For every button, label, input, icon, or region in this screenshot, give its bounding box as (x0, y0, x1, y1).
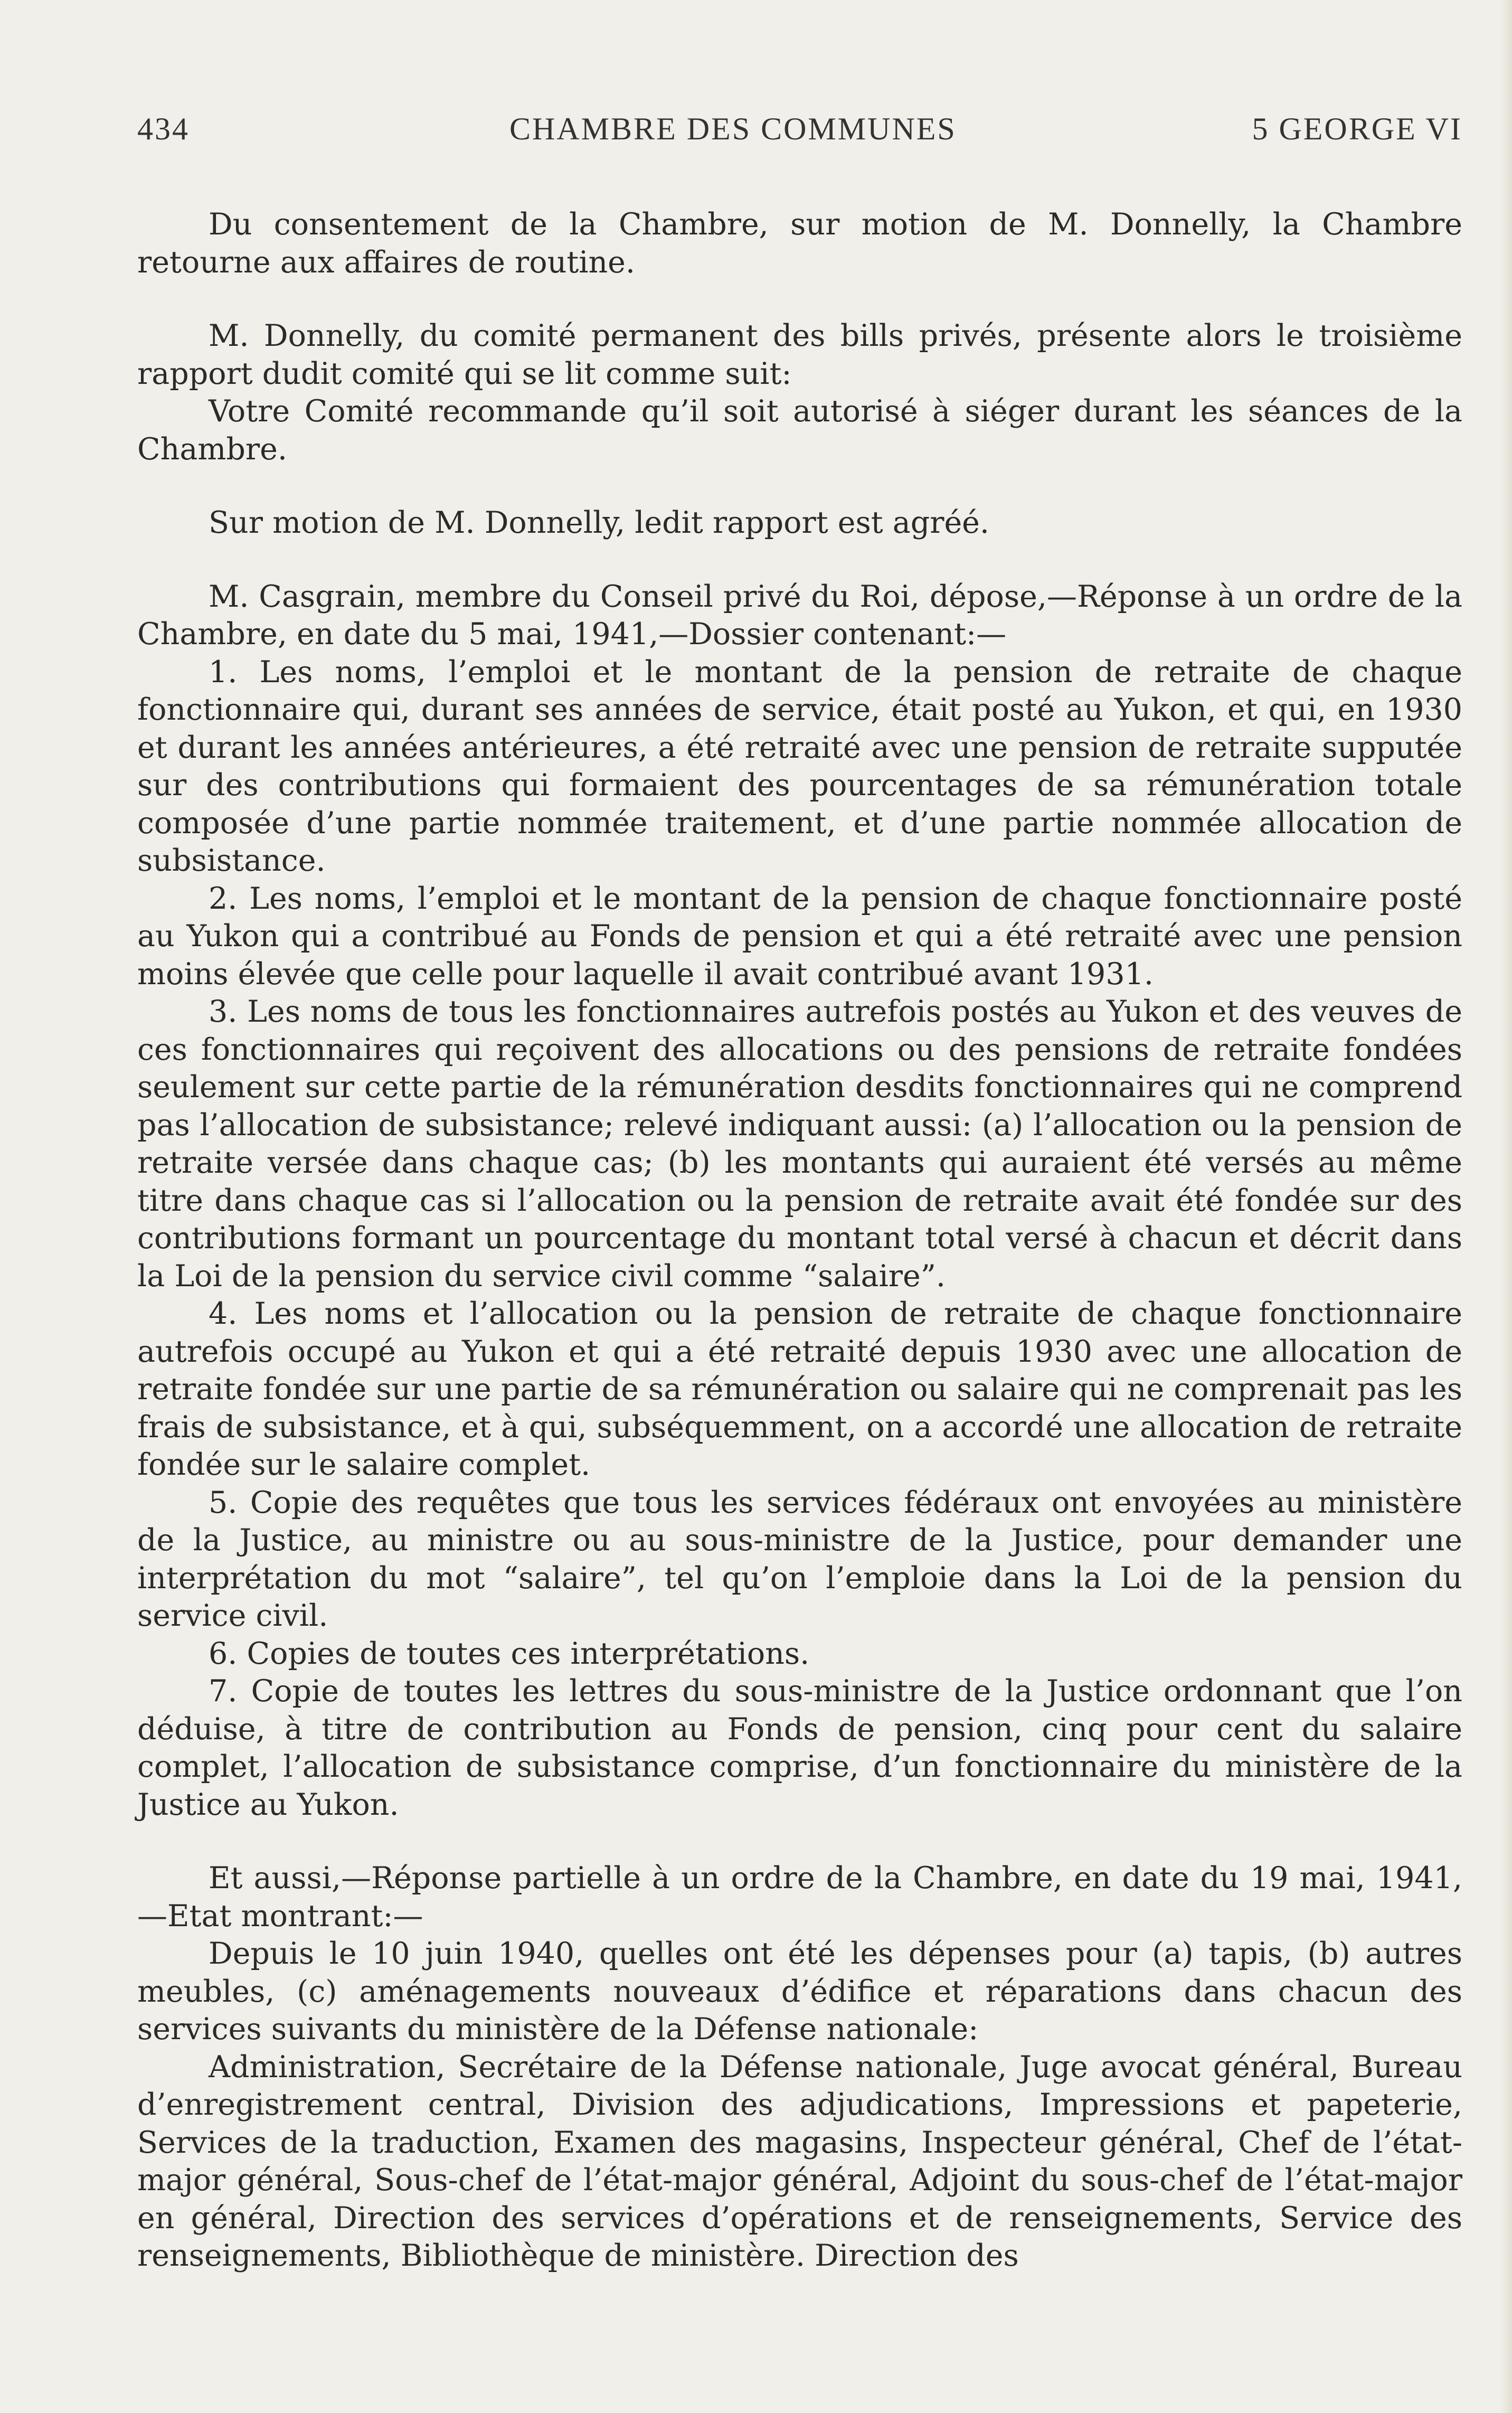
running-header (137, 111, 1462, 153)
paragraph-partial-return: Et aussi,—Réponse partielle à un ordre de la Chambre, en date du 19 mai, 1941,—Etat montrant:— (137, 1861, 1462, 1934)
list-item-3: 3. Les noms de tous les fonctionnaires autrefois postés au Yukon et des veuves de ces fonctionnaires qui reçoivent des allocations ou des pensions de retraite fondées seulement sur cette partie de la rémunération desdits fonctionnaires qui ne comprend pas l’allocation de subsistance; relevé indiquant aussi: (a) l’allocation ou la pension de retraite versée dans chaque cas; (b) les montants qui auraient été versés au même titre dans chaque cas si l’allocation ou la pension de retraite avait été fondée sur des contributions formant un pourcentage du montant total versé à chacun et décrit dans la Loi de la pension du service civil comme “salaire”. (137, 994, 1462, 1294)
list-item-6: 6. Copies de toutes ces interprétations. (209, 1636, 810, 1671)
list-item-4: 4. Les noms et l’allocation ou la pension de retraite de chaque fonctionnaire autrefois occupé au Yukon et qui a été retraité depuis 1930 avec une allocation de retraite fondée sur une partie de sa rémunération ou salaire qui ne comprenait pas les frais de subsistance, et à qui, subséquemment, on a accordé une allocation de retraite fondée sur le salaire complet. (137, 1296, 1462, 1482)
paragraph-report-agreed: Sur motion de M. Donnelly, ledit rapport est agréé. (209, 505, 990, 540)
list-item-1: 1. Les noms, l’emploi et le montant de la pension de retraite de chaque fonctionnaire qui, durant ses années de service, était posté au Yukon, et qui, en 1930 et durant les années antérieures, a été retraité avec une pension de retraite supputée sur des contributions qui formaient des pourcentages de sa rémunération totale composée d’une partie nommée traitement, et d’une partie nommée allocation de subsistance. (137, 654, 1462, 878)
paragraph-return-filed: M. Casgrain, membre du Conseil privé du Roi, dépose,—Réponse à un ordre de la Chambre, en date du 5 mai, 1941,—Dossier contenant:— (137, 579, 1462, 652)
paragraph-expenditures: Depuis le 10 juin 1940, quelles ont été les dépenses pour (a) tapis, (b) autres meubles, (c) aménagements nouveaux d’édifice et réparations dans chacun des services suivants du ministère de la Défense nationale: (137, 1936, 1462, 2047)
paragraph-services-list: Administration, Secrétaire de la Défense nationale, Juge avocat général, Bureau d’enregistrement central, Division des adjudications, Impressions et papeterie, Services de la traduction, Examen des magasins, Inspecteur général, Chef de l’état-major général, Sous-chef de l’état-major général, Adjoint du sous-chef de l’état-major en général, Direction des services d’opérations et de renseignements, Service des renseignements, Bibliothèque de ministère. Direction des (137, 2049, 1462, 2273)
session-date: 5 GEORGE VI (1252, 111, 1462, 146)
list-item-5: 5. Copie des requêtes que tous les services fédéraux ont envoyées au ministère de la Justice, au ministre ou au sous-ministre de la Justice, pour demander une interprétation du mot “salaire”, tel qu’on l’emploie dans la Loi de la pension du service civil. (137, 1485, 1462, 1633)
paragraph-committee-recommendation: Votre Comité recommande qu’il soit autorisé à siéger durant les séances de la Chambre. (137, 394, 1462, 467)
document-body (137, 206, 1462, 2275)
list-item-2: 2. Les noms, l’emploi et le montant de la pension de chaque fonctionnaire posté au Yukon qui a contribué au Fonds de pension et qui a été retraité avec une pension moins élevée que celle pour laquelle il avait contribué avant 1931. (137, 881, 1462, 992)
page-number: 434 (137, 111, 190, 146)
page-edge (1500, 0, 1512, 2413)
list-item-7: 7. Copie de toutes les lettres du sous-ministre de la Justice ordonnant que l’on déduise, à titre de contribution au Fonds de pension, cinq pour cent du salaire complet, l’allocation de subsistance comprise, d’un fonctionnaire du ministère de la Justice au Yukon. (137, 1674, 1462, 1822)
running-title: CHAMBRE DES COMMUNES (509, 111, 957, 146)
paragraph-consent: Du consentement de la Chambre, sur motion de M. Donnelly, la Chambre retourne aux affaires de routine. (137, 207, 1462, 280)
paragraph-report: M. Donnelly, du comité permanent des bills privés, présente alors le troisième rapport dudit comité qui se lit comme suit: (137, 318, 1462, 391)
